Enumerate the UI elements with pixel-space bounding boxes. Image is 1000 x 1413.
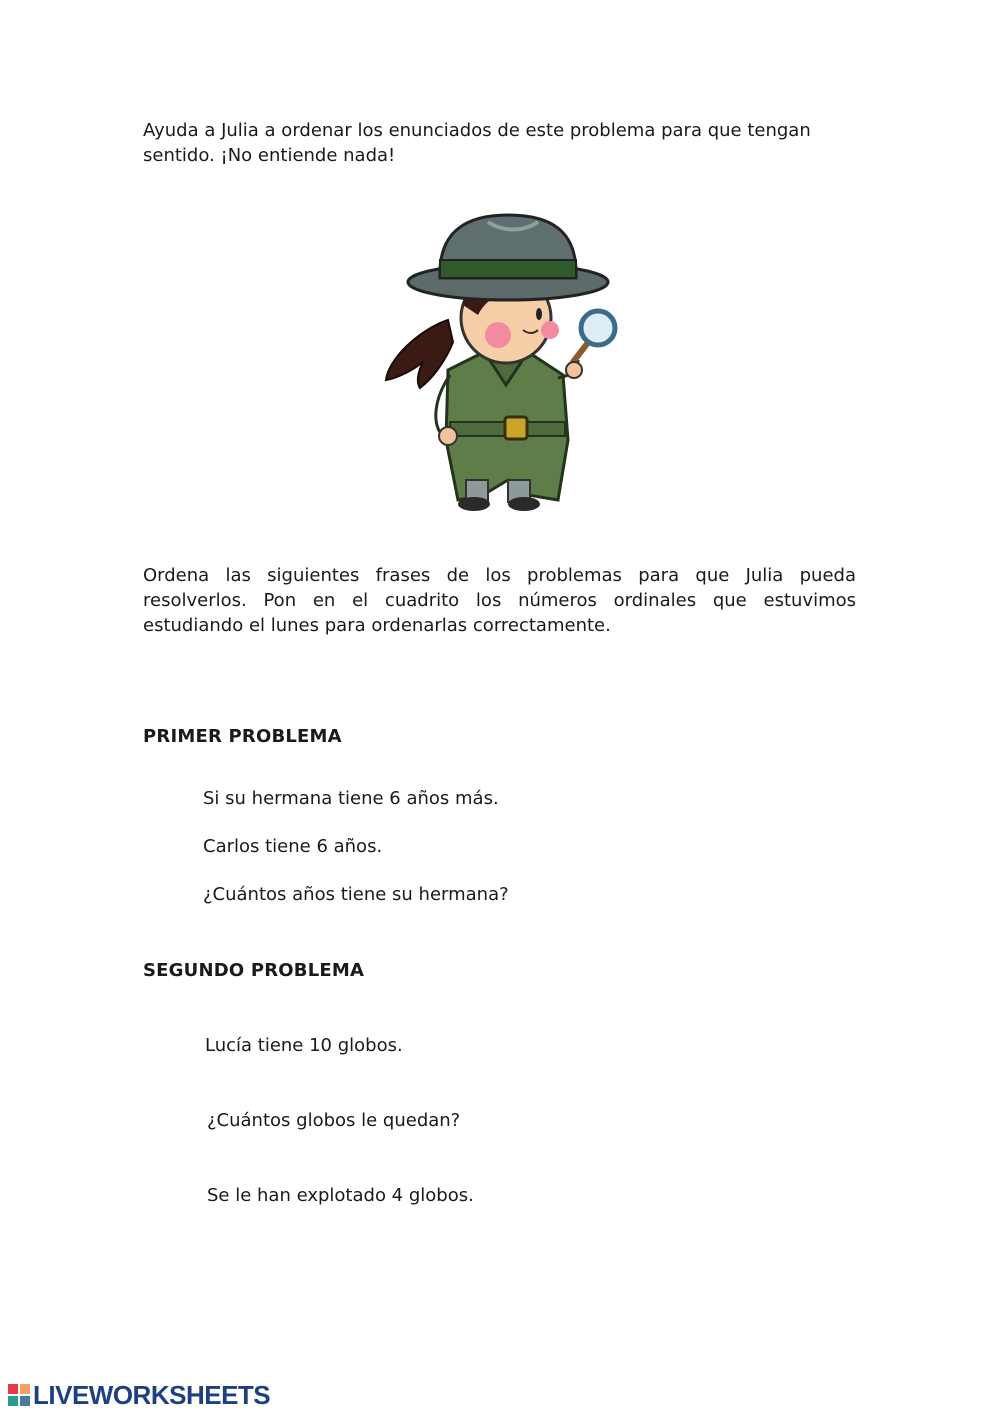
problem-2-sentence-1: Lucía tiene 10 globos. [205,1035,403,1056]
logo-text: LIVEWORKSHEETS [33,1379,271,1410]
intro-paragraph: Ayuda a Julia a ordenar los enunciados de este problema para que tengan sentido. ¡No entiende nada! [143,120,811,166]
liveworksheets-logo-icon [8,1384,30,1406]
problem-2-sentence-3: Se le han explotado 4 globos. [207,1185,474,1206]
problem-1-sentence-1: Si su hermana tiene 6 años más. [203,788,499,809]
problem-1-sentence-3: ¿Cuántos años tiene su hermana? [203,884,509,905]
problem-1-title: PRIMER PROBLEMA [143,726,342,747]
instructions-paragraph: Ordena las siguientes frases de los problemas para que Julia pueda resolverlos. Pon en el cuadrito los números ordinales que estuvimos estudiando el lunes para ordenarlas correctamente. [143,565,856,636]
problem-2-sentence-2: ¿Cuántos globos le quedan? [207,1110,461,1131]
problem-2-title: SEGUNDO PROBLEMA [143,960,365,981]
problem-1-sentence-2: Carlos tiene 6 años. [203,836,383,857]
liveworksheets-logo[interactable] [8,1380,270,1410]
detective-girl-icon [378,210,618,515]
